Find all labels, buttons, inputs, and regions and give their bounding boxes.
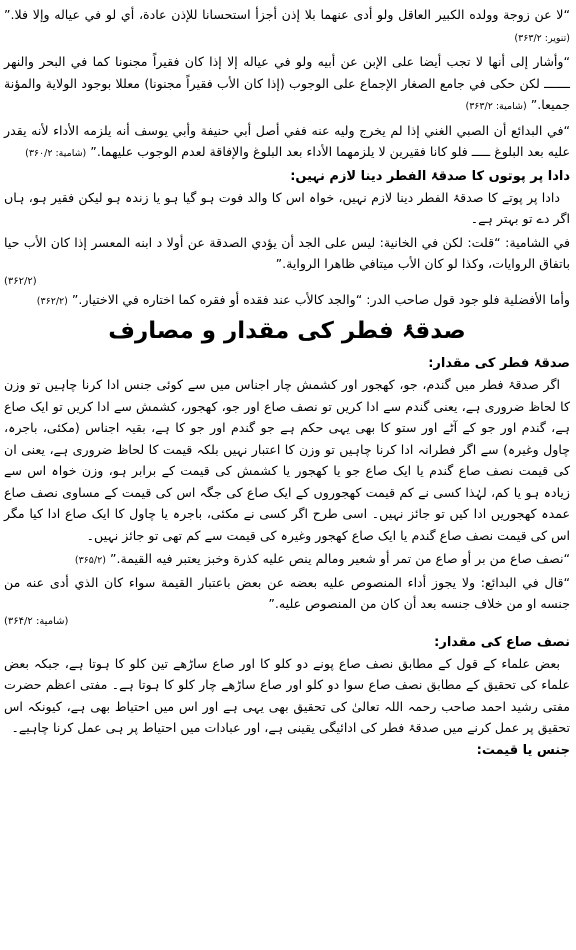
urdu-paragraph-grandfather: دادا پر پوتے کا صدقۂ الفطر دینا لازم نہیں، خواہ اس کا والد فوت ہو گیا ہو یا زندہ ہو لیکن فقیر ہو، ہاں اگر دے تو بہتر ہے۔: [4, 189, 570, 226]
citation: (۳۶۲/۲): [4, 275, 37, 287]
quote-text: “قال في البدائع: ولا يجوز أداء المنصوص عليه بعضه عن بعض باعتبار القيمة سواء كان الذي أدى عنه من جنسه او من خلاف جنسه بعد أن كان من المنصوص عليه.”: [4, 574, 570, 611]
arabic-quote-1: [4, 4, 570, 49]
citation: (۳۶۲/۲): [36, 295, 68, 307]
quote-text: “نصف صاع من بر أو صاع من تمر أو شعير ومالم ينص عليه كذرة وخبز يعتبر فيه القيمة.”: [109, 551, 570, 566]
arabic-quote-nisf-saa: [4, 548, 570, 572]
arabic-quote-3: [4, 120, 570, 165]
quote-text: في الشامية: “قلت: لكن في الخانية: ليس على الجد أن يؤدي الصدقة عن أولا د ابنه المعسر إذا كان الأب حيا باتفاق الروايات، وكذا لو كان الأب ميتافي ظاهرا الرواية.”: [4, 234, 570, 271]
citation: (تنویر: ۳۶۳/۲): [514, 32, 570, 44]
urdu-paragraph-saa: بعض علماء کے قول کے مطابق نصف صاع پونے دو کلو کا اور صاع ساڑھے تین کلو کا ہوتا ہے، جبکہ بعض علماء کی تحقیق کے مطابق نصف صاع سوا دو کلو اور صاع ساڑھے چار کلو کا ہوتا ہے۔ مفتی اعظم حضرت مفتی رشید احمد صاحب رحمہ اللہ تعالیٰ کی تحقیق بھی یہی ہے اور اس میں احتیاط بھی ہے، کیونکہ اس تحقیق پر عمل کرنے میں صدقۂ فطر کی ادائیگی یقینی ہے، اور عبادات میں احتیاط پر ہی عمل کرنا چاہیے۔: [4, 655, 570, 735]
quote-text: “وأشار إلى أنها لا تجب أيضا على الإبن عن أبيه ولو في عياله إلا إذا كان فقيراً مجنونا كما في البحر والنهر ـــــــ لكن حكى في جامع الصغار الإجماع على الوجوب (إذا كان الأب فقيراً مجنونا) معللا بوجود الولاية والمؤنة جميعا.”: [4, 54, 570, 112]
quote-text: وأما الأفضلية فلو جود قول صاحب الدر: “والجد كالأب عند فقده أو فقره كما اختاره في الاختيار.”: [71, 291, 570, 307]
citation: (شامیة: ۳۶۴/۲): [4, 615, 69, 627]
chapter-title: صدقۂ فطر کی مقدار و مصارف: [108, 318, 466, 344]
arabic-quote-afzaliyya: [4, 289, 570, 313]
section-heading-amount: صدقۂ فطر کی مقدار:: [428, 356, 570, 371]
citation: (شامیة: ۳۶۳/۲): [465, 101, 527, 112]
quote-text: “في البدائع أن الصبي الغني إذا لم يخرج وليه عنه ففي أصل أبي حنيفة وأبي يوسف أنه يلزمه الأداء لأنه يقدر عليه بعد البلوغ ـــــ فلو كانا فقيرين لا يلزمهما الأداء بعد البلوغ والإفاقة لعدم الوجوب عليهما.”: [4, 122, 570, 159]
arabic-quote-badai: [4, 572, 570, 629]
citation: (۳۶۵/۲): [74, 555, 106, 566]
arabic-quote-2: [4, 51, 570, 118]
urdu-paragraph-amount: اگر صدقۂ فطر میں گندم، جو، کھجور اور کشمش چار اجناس میں سے کوئی جنس ادا کرنا چاہیں تو وزن کا لحاظ ضروری ہے، یعنی گندم سے ادا کریں تو نصف صاع اور جو، کھجور، کشمش سے ادا کریں تو ایک صاع ہے، گندم اور جو کے آٹے اور ستو کا بھی یہی حکم ہے جو گندم اور جو کا ہے، بقیہ اجناس (مکئی، باجرہ، چاول وغیرہ) سے اگر فطرانہ ادا کرنا چاہیں تو وزن کا اعتبار نہیں بلکہ قیمت کا لحاظ ضروری ہے، یعنی ان کی قیمت نصف صاع گندم یا ایک صاع جو یا کھجور یا کشمش کی قیمت کے برابر ہو، وزن خواہ اس سے زیادہ ہو یا کم، لہٰذا کسی نے کم قیمت کھجوروں کے ایک صاع کی جگہ اس کی قیمت کے مساوی نصف صاع عمدہ کھجوریں ادا کیں تو جائز نہیں۔ اسی طرح اگر کسی نے مکئی، باجرہ یا چاول کا ایک صاع ادا کیا مگر اس کی قیمت نصف صاع گندم یا ایک صاع کھجور وغیرہ کی قیمت سے کم تھی تو جائز نہیں۔: [4, 377, 570, 543]
section-heading-grandfather: دادا پر پوتوں کا صدقۂ الفطر دینا لازم نہیں:: [290, 168, 570, 184]
section-heading-saa: نصف صاع کی مقدار:: [434, 634, 570, 650]
citation: (شامیة: ۳۶۰/۲): [25, 148, 87, 159]
section-heading-kind: جنس یا قیمت:: [476, 742, 570, 758]
arabic-quote-shamiya: [4, 232, 570, 289]
quote-text: “لا عن زوجة وولده الكبير العاقل ولو أدى عنهما بلا إذن أجزأ استحسانا للإذن عادة، أي لو في عياله وإلا فلا.”: [4, 7, 570, 22]
document-page: [4, 4, 570, 761]
